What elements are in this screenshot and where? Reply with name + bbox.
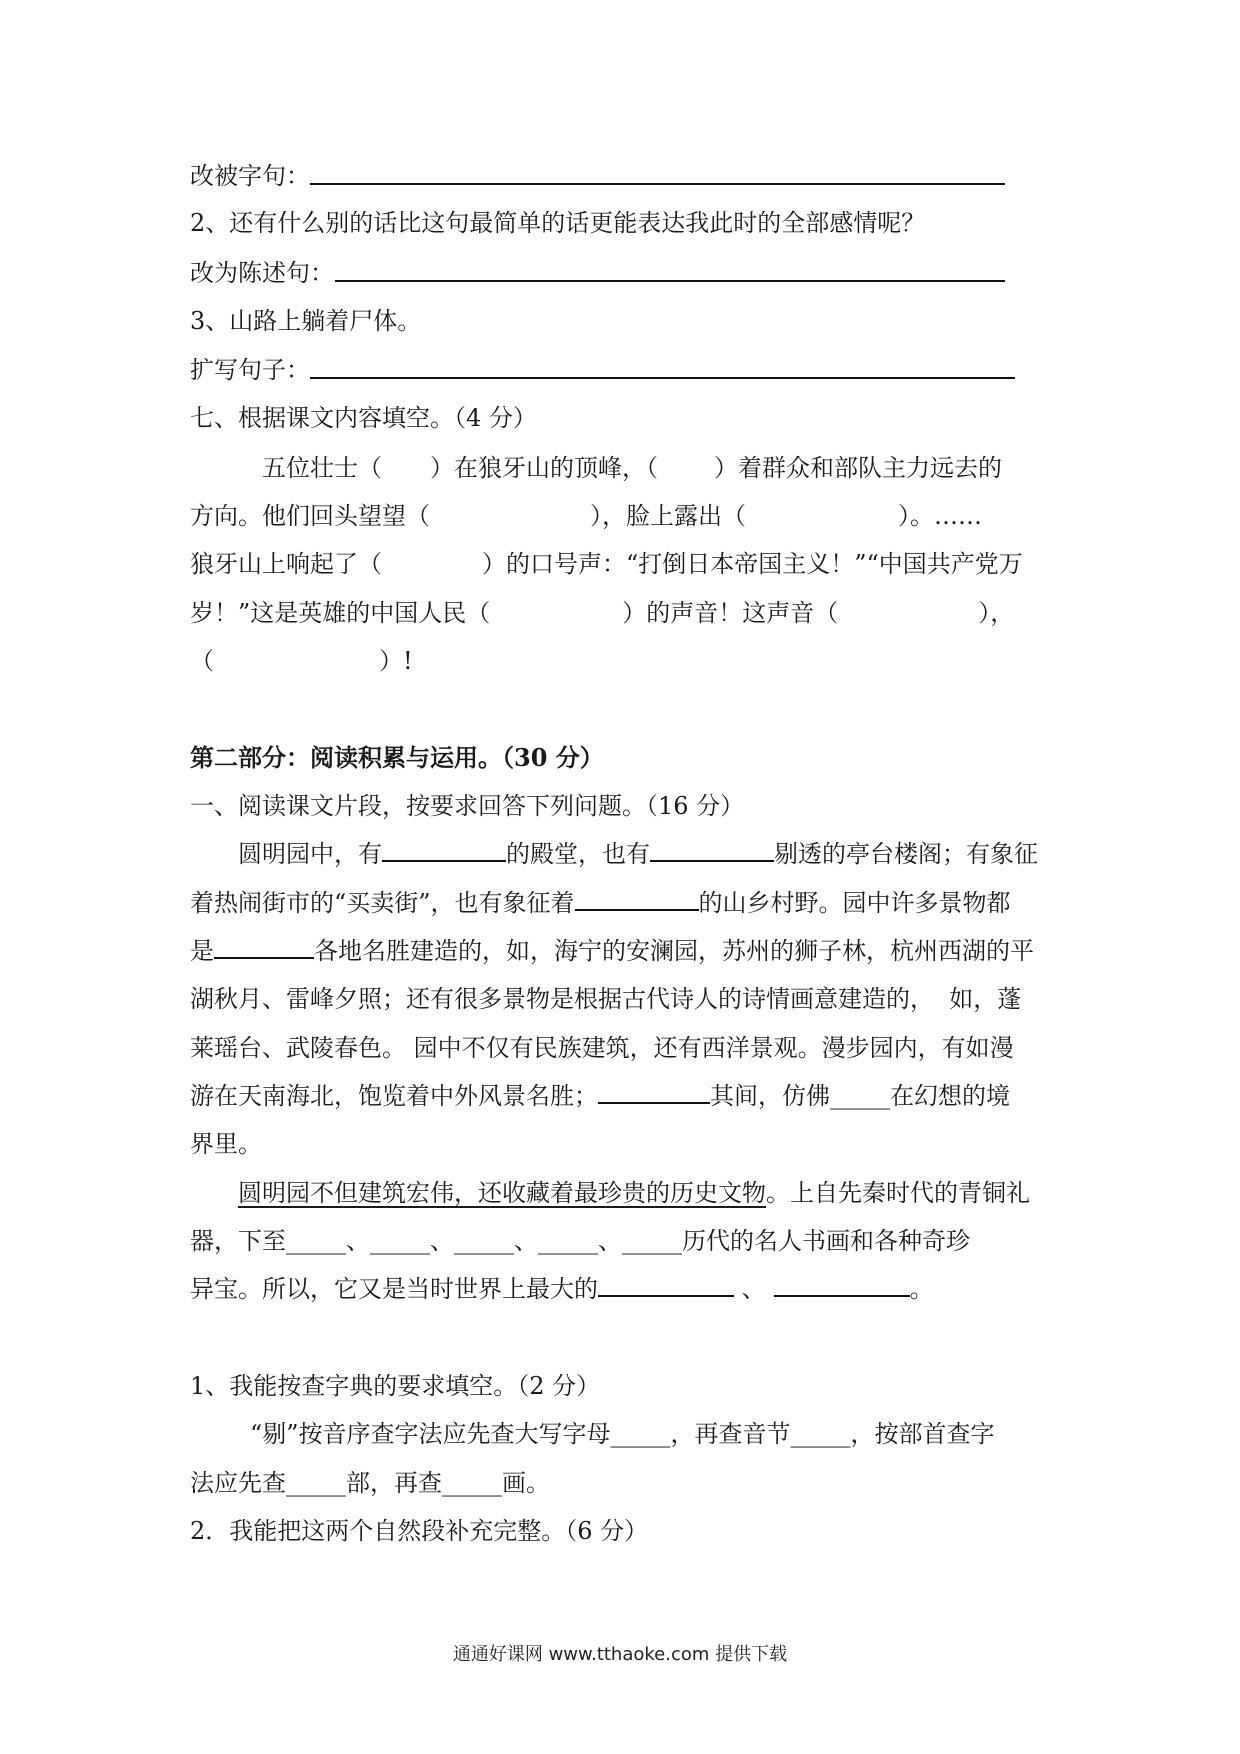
- passage1-line-2: 着热闹街市的“买卖街”，也有象征着 的山乡村野。园中许多景物都: [190, 889, 1011, 917]
- passage1-line-3: 是 各地名胜建造的，如，海宁的安澜园，苏州的狮子林，杭州西湖的平: [190, 937, 1034, 965]
- part7-line-3: 狼牙山上响起了（ ）的口号声：“打倒日本帝国主义！”“中国共产党万: [190, 550, 1023, 578]
- passage2-line-3: 异宝。所以，它又是当时世界上最大的 、 。: [190, 1275, 934, 1303]
- passage2-line-2: 器，下至_____、_____、_____、_____、_____历代的名人书画和各种奇珍: [190, 1227, 970, 1255]
- answer-line-declarative[interactable]: [335, 280, 1005, 282]
- part7-line-1: 五位壮士（ ）在狼牙山的顶峰，（ ）着群众和部队主力远去的: [262, 454, 1002, 482]
- part7-line-2: 方向。他们回头望望（ ），脸上露出（ ）。……: [190, 502, 982, 530]
- page-footer: 通通好课网 www.tthaoke.com 提供下载: [452, 1644, 788, 1665]
- passage1-line-1: 圆明园中，有 的殿堂，也有 剔透的亭台楼阁；有象征: [238, 840, 1038, 868]
- passage1-line-5: 莱瑶台、武陵春色。 园中不仅有民族建筑，还有西洋景观。漫步园内，有如漫: [190, 1034, 1014, 1062]
- part7-line-4: 岁！”这是英雄的中国人民（ ）的声音！这声音（ ），: [190, 599, 1015, 627]
- question-1-line-1: “剔”按音序查字法应先查大写字母_____，再查音节_____，按部首查字: [250, 1420, 995, 1448]
- passage1-line-4: 湖秋月、雷峰夕照；还有很多景物是根据古代诗人的诗情画意建造的， 如，蓬: [190, 985, 1022, 1013]
- answer-line-expand[interactable]: [310, 377, 1015, 379]
- question-3-text: 3、山路上躺着尸体。: [190, 307, 422, 335]
- question-1-line-2: 法应先查_____部，再查_____画。: [190, 1469, 550, 1497]
- question-1-heading: 1、我能按查字典的要求填空。（2 分）: [190, 1372, 601, 1400]
- question-2-heading: 2．我能把这两个自然段补充完整。（6 分）: [190, 1517, 649, 1545]
- passage2-line-1: 圆明园不但建筑宏伟，还收藏着最珍贵的历史文物。上自先秦时代的青铜礼: [238, 1179, 1030, 1207]
- passage1-line-7: 界里。: [190, 1130, 262, 1158]
- question-2-text: 2、还有什么别的话比这句最简单的话更能表达我此时的全部感情呢？: [190, 209, 926, 237]
- rewrite-passive-label: 改被字句：: [190, 162, 310, 190]
- passage1-line-6: 游在天南海北，饱览着中外风景名胜； 其间，仿佛_____在幻想的境: [190, 1082, 1010, 1110]
- part2-heading: 第二部分：阅读积累与运用。（30 分）: [190, 743, 604, 772]
- question-2-label: 改为陈述句：: [190, 259, 334, 287]
- part2-subheading: 一、阅读课文片段，按要求回答下列问题。（16 分）: [190, 792, 745, 820]
- part7-heading: 七、根据课文内容填空。（4 分）: [190, 404, 537, 432]
- part7-line-5: （ ）!: [190, 647, 413, 675]
- underlined-sentence: 圆明园不但建筑宏伟，还收藏着最珍贵的历史文物: [238, 1179, 766, 1207]
- question-3-label: 扩写句子：: [190, 356, 310, 384]
- answer-line-passive[interactable]: [310, 183, 1005, 185]
